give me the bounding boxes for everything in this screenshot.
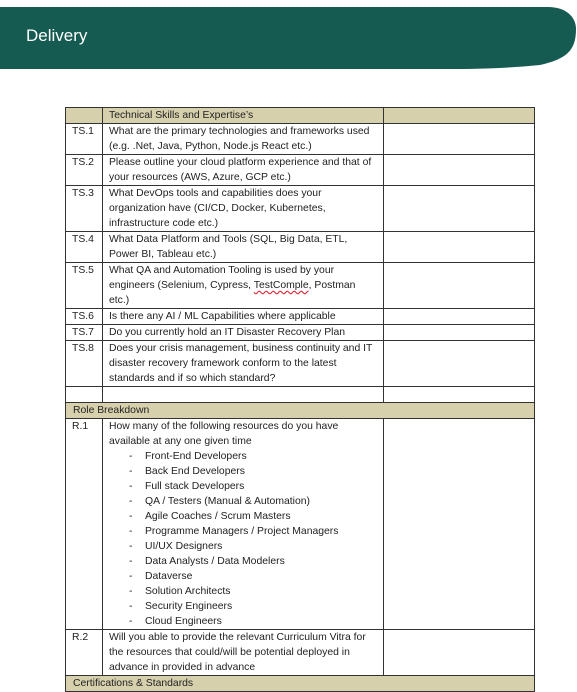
answer-cell[interactable] xyxy=(384,232,535,263)
list-item: - Front-End Developers xyxy=(129,449,377,464)
list-item: - Security Engineers xyxy=(129,599,377,614)
list-item: - Solution Architects xyxy=(129,584,377,599)
resource-list xyxy=(109,449,377,629)
question-text: What Data Platform and Tools (SQL, Big Data, ETL, Power BI, Tableau etc.) xyxy=(103,232,384,263)
list-item: - Agile Coaches / Scrum Masters xyxy=(129,509,377,524)
page-title: Delivery xyxy=(26,26,88,45)
role-section-header xyxy=(66,403,535,419)
answer-cell[interactable] xyxy=(384,124,535,155)
table-row xyxy=(66,232,535,263)
question-id: TS.8 xyxy=(66,341,103,387)
table-row xyxy=(66,325,535,341)
section-banner xyxy=(0,7,577,69)
answer-cell[interactable] xyxy=(384,186,535,232)
question-id: TS.5 xyxy=(66,263,103,309)
question-text: Is there any AI / ML Capabilities where applicable xyxy=(103,309,384,325)
list-item: - Data Analysts / Data Modelers xyxy=(129,554,377,569)
list-item: - QA / Testers (Manual & Automation) xyxy=(129,494,377,509)
question-id: TS.7 xyxy=(66,325,103,341)
spellcheck-word: TestComple xyxy=(253,280,309,291)
requirements-table xyxy=(65,107,535,692)
table-row xyxy=(66,341,535,387)
table-row xyxy=(66,419,535,630)
question-id: R.2 xyxy=(66,630,103,676)
question-text-part: What QA and Automation Tooling is used by your engineers (Selenium, Cypress, xyxy=(109,265,335,291)
question-text-part: How many of the following resources do you have available at any one given time xyxy=(109,421,339,447)
table-row xyxy=(66,309,535,325)
question-text: Please outline your cloud platform experience and that of your resources (AWS, Azure, GCP etc.) xyxy=(103,155,384,186)
question-id: TS.3 xyxy=(66,186,103,232)
question-text xyxy=(103,419,384,630)
question-id: TS.2 xyxy=(66,155,103,186)
certifications-heading: Certifications & Standards xyxy=(66,676,535,692)
list-item: - Full stack Developers xyxy=(129,479,377,494)
question-id: TS.1 xyxy=(66,124,103,155)
answer-cell[interactable] xyxy=(384,419,535,630)
table-row xyxy=(66,155,535,186)
list-item: - Dataverse xyxy=(129,569,377,584)
list-item: - Programme Managers / Project Managers xyxy=(129,524,377,539)
answer-cell[interactable] xyxy=(384,325,535,341)
empty-cell xyxy=(66,387,103,403)
blank-row xyxy=(66,387,535,403)
question-text xyxy=(103,263,384,309)
answer-cell[interactable] xyxy=(384,155,535,186)
answer-cell[interactable] xyxy=(384,387,535,403)
question-text: Will you able to provide the relevant Curriculum Vitra for the resources that could/will be potential deployed in advance in provided in advance xyxy=(103,630,384,676)
technical-heading: Technical Skills and Expertise’s xyxy=(103,108,384,124)
certifications-section-header xyxy=(66,676,535,692)
list-item: - Back End Developers xyxy=(129,464,377,479)
empty-cell xyxy=(103,387,384,403)
technical-section-header xyxy=(66,108,535,124)
question-text: What are the primary technologies and frameworks used (e.g. .Net, Java, Python, Node.js React etc.) xyxy=(103,124,384,155)
table-row xyxy=(66,124,535,155)
question-text: What DevOps tools and capabilities does your organization have (CI/CD, Docker, Kubernetes, infrastructure code etc.) xyxy=(103,186,384,232)
question-text: Does your crisis management, business continuity and IT disaster recovery framework conform to the latest standards and if so which standard? xyxy=(103,341,384,387)
answer-cell[interactable] xyxy=(384,630,535,676)
question-id: TS.6 xyxy=(66,309,103,325)
list-item: - UI/UX Designers xyxy=(129,539,377,554)
question-id: R.1 xyxy=(66,419,103,630)
table-row xyxy=(66,263,535,309)
table-row xyxy=(66,186,535,232)
question-id: TS.4 xyxy=(66,232,103,263)
role-heading: Role Breakdown xyxy=(66,403,535,419)
answer-cell[interactable] xyxy=(384,309,535,325)
list-item: - Cloud Engineers xyxy=(129,614,377,629)
answer-cell[interactable] xyxy=(384,341,535,387)
question-text-part: , Postman etc.) xyxy=(109,280,356,306)
answer-cell[interactable] xyxy=(384,263,535,309)
table-row xyxy=(66,630,535,676)
question-text: Do you currently hold an IT Disaster Recovery Plan xyxy=(103,325,384,341)
